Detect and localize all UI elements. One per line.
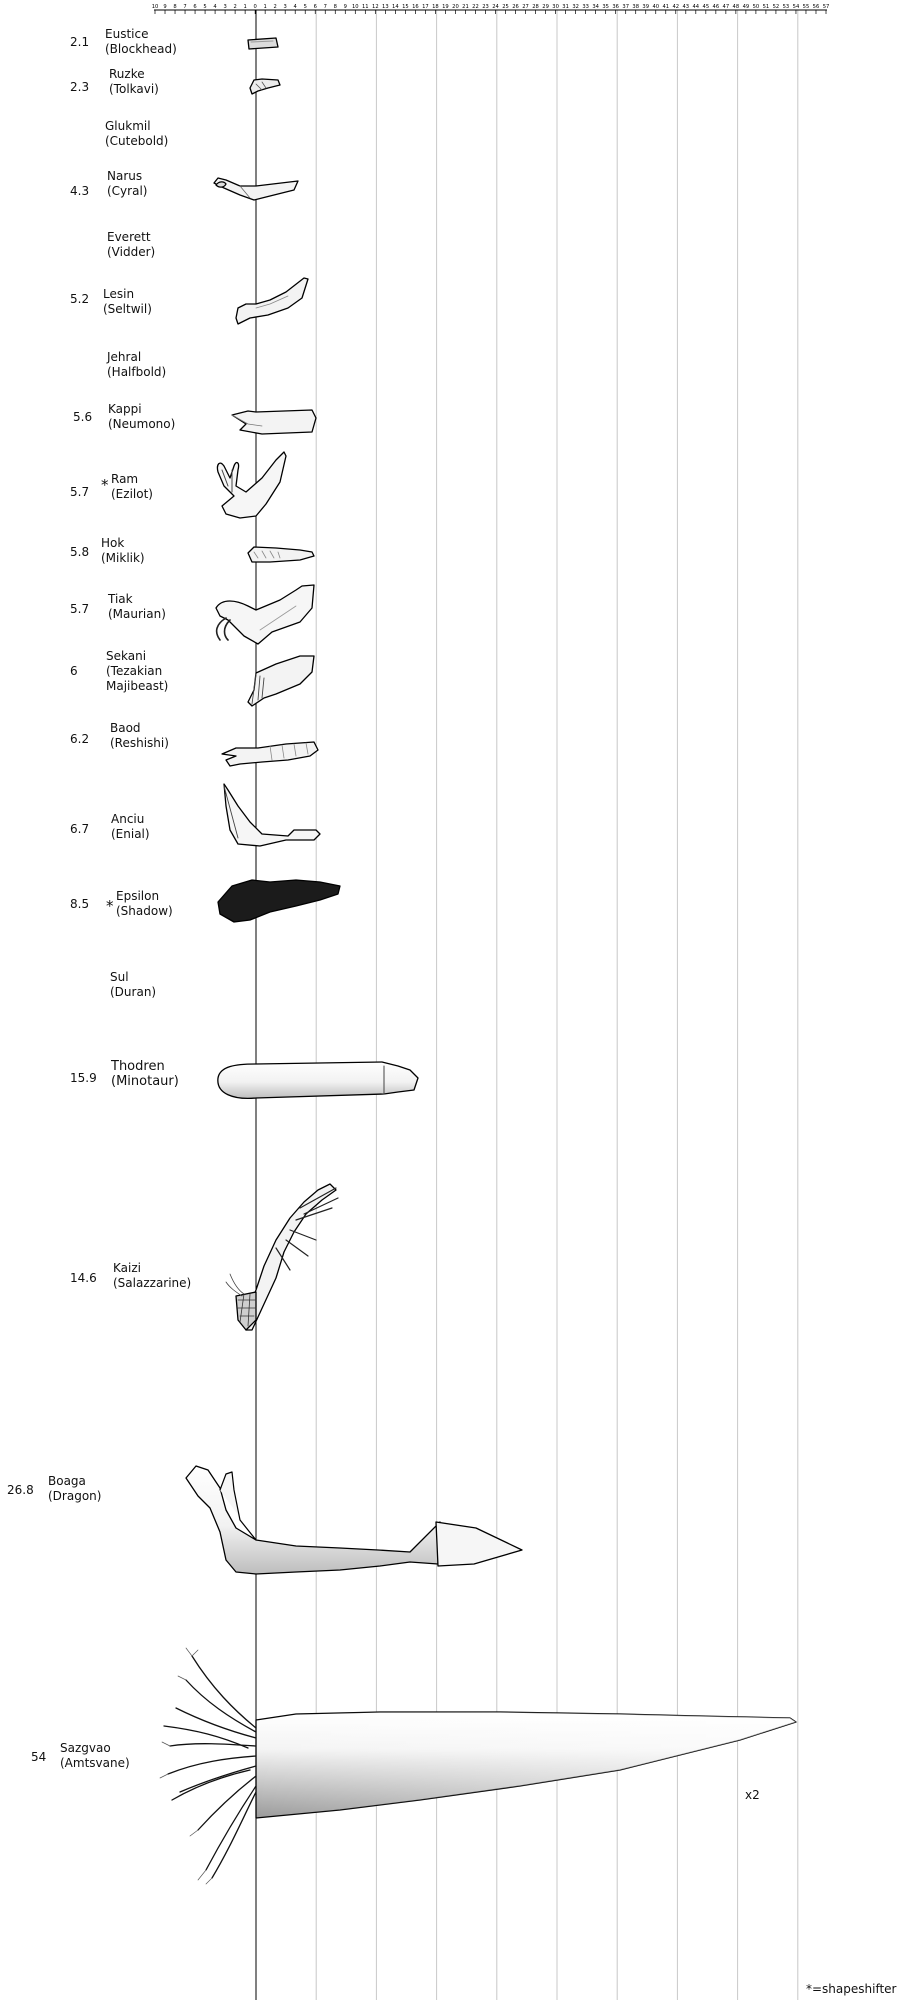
species-name-line2: Majibeast) xyxy=(106,679,169,693)
ruler-tick-label: 8 xyxy=(333,4,337,10)
entry-label xyxy=(106,649,168,694)
shapeshifter-footnote: *=shapeshifter xyxy=(806,1982,897,1996)
ruler-tick-label: 3 xyxy=(283,4,287,10)
species-name: (Halfbold) xyxy=(107,365,167,379)
silhouette-anciu xyxy=(224,784,320,846)
entry-label xyxy=(105,119,168,149)
ruler-tick-label: 35 xyxy=(602,4,609,10)
species-name: (Ezilot) xyxy=(111,487,153,501)
ruler-tick-label: 44 xyxy=(692,4,700,10)
ruler-tick-label: 46 xyxy=(712,4,720,10)
size-value: 4.3 xyxy=(70,184,90,198)
ruler-tick-label: 53 xyxy=(782,4,790,10)
ruler-tick-label: 30 xyxy=(552,4,559,10)
size-value: 5.2 xyxy=(70,292,90,306)
scale-note: x2 xyxy=(745,1788,760,1802)
species-name: (Reshishi) xyxy=(110,736,169,750)
species-name: (Salazzarine) xyxy=(113,1276,192,1290)
ruler-tick-label: 7 xyxy=(323,4,327,10)
species-name: (Minotaur) xyxy=(111,1074,179,1089)
ruler-tick-label: 4 xyxy=(213,4,217,10)
ruler-tick-label: 1 xyxy=(263,4,267,10)
ruler-tick-label: 37 xyxy=(622,4,630,10)
character-name: Thodren xyxy=(111,1059,165,1074)
ruler-tick-label: 18 xyxy=(432,4,439,10)
ruler-tick-label: 6 xyxy=(313,4,317,10)
size-value: 2.1 xyxy=(70,35,90,49)
ruler-tick-label: 43 xyxy=(682,4,690,10)
ruler-tick-label: 14 xyxy=(392,4,399,10)
ruler-tick-label: 49 xyxy=(742,4,750,10)
character-name: Baod xyxy=(110,721,141,735)
silhouette-hok xyxy=(248,547,314,562)
ruler-tick-label: 13 xyxy=(382,4,389,10)
character-name: Anciu xyxy=(111,812,145,826)
entry-label xyxy=(103,287,152,317)
entry-label xyxy=(108,592,166,622)
silhouette-ram xyxy=(217,452,286,518)
entry-label xyxy=(110,721,169,751)
ruler-tick-label: 17 xyxy=(422,4,429,10)
character-name: Sazgvao xyxy=(60,1741,111,1755)
species-name: (Tolkavi) xyxy=(109,82,159,96)
ruler-tick-label: 2 xyxy=(233,4,237,10)
ruler-tick-label: 36 xyxy=(612,4,619,10)
entry-label xyxy=(107,169,147,199)
entry-label xyxy=(48,1474,101,1504)
size-value: 26.8 xyxy=(7,1483,34,1497)
ruler-tick-label: 5 xyxy=(203,4,207,10)
ruler-tick-label: 42 xyxy=(672,4,680,10)
ruler-tick-label: 2 xyxy=(273,4,277,10)
ruler-tick-label: 27 xyxy=(522,4,529,10)
ruler-tick-label: 11 xyxy=(362,4,369,10)
ruler-tick-label: 4 xyxy=(293,4,297,10)
entry-label xyxy=(110,970,156,1000)
ruler-tick-label: 3 xyxy=(223,4,227,10)
silhouette-thodren xyxy=(218,1062,418,1098)
character-name: Hok xyxy=(101,536,125,550)
character-name: Eustice xyxy=(105,27,149,41)
character-name: Ram xyxy=(111,472,139,486)
silhouette-kappi xyxy=(232,410,316,434)
character-name: Kaizi xyxy=(113,1261,141,1275)
size-value: 54 xyxy=(31,1750,47,1764)
entry-label xyxy=(105,27,177,57)
ruler-tick-label: 20 xyxy=(452,4,459,10)
size-value: 2.3 xyxy=(70,80,90,94)
character-name: Lesin xyxy=(103,287,135,301)
ruler-tick-label: 10 xyxy=(151,4,159,10)
species-name: (Vidder) xyxy=(107,245,156,259)
entry-label xyxy=(60,1741,130,1771)
ruler-tick-label: 10 xyxy=(351,4,359,10)
character-name: Ruzke xyxy=(109,67,145,81)
species-name: (Neumono) xyxy=(108,417,176,431)
entry-label xyxy=(116,889,173,919)
size-value: 15.9 xyxy=(70,1071,97,1085)
size-value: 14.6 xyxy=(70,1271,97,1285)
entry-label xyxy=(107,350,166,380)
species-name: (Maurian) xyxy=(108,607,166,621)
silhouette-kaizi xyxy=(226,1184,338,1330)
top-ruler xyxy=(152,4,830,14)
silhouette-epsilon xyxy=(218,880,340,922)
ruler-tick-label: 56 xyxy=(812,4,820,10)
silhouette-baod xyxy=(222,742,318,766)
ruler-tick-label: 57 xyxy=(822,4,830,10)
entry-label xyxy=(111,812,150,842)
ruler-tick-label: 16 xyxy=(412,4,419,10)
ruler-tick-label: 47 xyxy=(722,4,730,10)
ruler-tick-label: 41 xyxy=(662,4,670,10)
ruler-tick-label: 31 xyxy=(562,4,569,10)
ruler-tick-label: 52 xyxy=(772,4,780,10)
ruler-tick-label: 15 xyxy=(402,4,409,10)
species-name: (Blockhead) xyxy=(105,42,177,56)
species-name: (Seltwil) xyxy=(103,302,152,316)
size-value: 8.5 xyxy=(70,897,90,911)
species-name: (Enial) xyxy=(111,827,150,841)
entry-label xyxy=(111,1059,179,1089)
size-value: 6 xyxy=(70,664,78,678)
ruler-tick-label: 54 xyxy=(792,4,800,10)
species-name: (Amtsvane) xyxy=(60,1756,130,1770)
ruler-tick-label: 19 xyxy=(442,4,449,10)
species-name: (Cyral) xyxy=(107,184,148,198)
character-name: Everett xyxy=(107,230,151,244)
ruler-tick-label: 48 xyxy=(732,4,740,10)
size-value: 5.6 xyxy=(73,410,93,424)
shapeshifter-marker: * xyxy=(101,476,109,494)
character-name: Epsilon xyxy=(116,889,160,903)
ruler-tick-label: 50 xyxy=(752,4,760,10)
ruler-tick-label: 1 xyxy=(243,4,247,10)
size-value: 6.7 xyxy=(70,822,90,836)
character-name: Narus xyxy=(107,169,143,183)
ruler-tick-label: 9 xyxy=(343,4,347,10)
ruler-tick-label: 22 xyxy=(472,4,479,10)
species-name: (Shadow) xyxy=(116,904,173,918)
entry-label xyxy=(101,536,145,566)
size-value: 5.8 xyxy=(70,545,90,559)
character-name: Kappi xyxy=(108,402,142,416)
ruler-tick-label: 12 xyxy=(372,4,379,10)
silhouette-eustice xyxy=(248,38,278,49)
ruler-tick-label: 51 xyxy=(762,4,770,10)
ruler-tick-label: 38 xyxy=(632,4,640,10)
ruler-tick-label: 7 xyxy=(183,4,187,10)
ruler-tick-label: 6 xyxy=(193,4,197,10)
character-name: Boaga xyxy=(48,1474,86,1488)
ruler-tick-label: 34 xyxy=(592,4,599,10)
ruler-tick-label: 9 xyxy=(163,4,167,10)
ruler-tick-label: 0 xyxy=(253,4,257,10)
ruler-tick-label: 8 xyxy=(173,4,177,10)
ruler-tick-label: 24 xyxy=(492,4,499,10)
character-name: Jehral xyxy=(107,350,142,364)
character-name: Sul xyxy=(110,970,129,984)
entry-label xyxy=(107,230,155,260)
silhouette-sazgvao xyxy=(160,1648,796,1884)
species-name: (Miklik) xyxy=(101,551,145,565)
size-value: 5.7 xyxy=(70,485,90,499)
entry-label xyxy=(113,1261,191,1291)
ruler-tick-label: 26 xyxy=(512,4,519,10)
size-value: 5.7 xyxy=(70,602,90,616)
ruler-tick-label: 5 xyxy=(303,4,307,10)
species-name: (Dragon) xyxy=(48,1489,102,1503)
entry-label xyxy=(109,67,159,97)
ruler-tick-label: 21 xyxy=(462,4,469,10)
grid-lines xyxy=(316,10,798,2000)
species-name: (Tezakian xyxy=(106,664,163,678)
entry-label xyxy=(108,402,175,432)
ruler-tick-label: 29 xyxy=(542,4,549,10)
silhouette-ruzke xyxy=(250,79,280,94)
character-name: Sekani xyxy=(106,649,147,663)
silhouette-tiak xyxy=(216,585,314,644)
silhouette-sekani xyxy=(248,656,314,706)
ruler-tick-label: 40 xyxy=(652,4,660,10)
ruler-tick-label: 39 xyxy=(642,4,650,10)
silhouette-boaga xyxy=(186,1466,522,1574)
silhouette-lesin xyxy=(236,278,308,324)
ruler-tick-label: 25 xyxy=(502,4,509,10)
silhouettes xyxy=(160,38,796,1884)
ruler-tick-label: 32 xyxy=(572,4,579,10)
ruler-tick-label: 28 xyxy=(532,4,539,10)
character-name: Tiak xyxy=(108,592,133,606)
ruler-tick-label: 23 xyxy=(482,4,489,10)
species-name: (Cutebold) xyxy=(105,134,169,148)
shapeshifter-marker: * xyxy=(106,897,114,915)
character-name: Glukmil xyxy=(105,119,151,133)
ruler-tick-label: 45 xyxy=(702,4,710,10)
ruler-tick-label: 33 xyxy=(582,4,589,10)
size-value: 6.2 xyxy=(70,732,90,746)
entry-label xyxy=(111,472,153,502)
ruler-tick-label: 55 xyxy=(802,4,810,10)
species-name: (Duran) xyxy=(110,985,157,999)
